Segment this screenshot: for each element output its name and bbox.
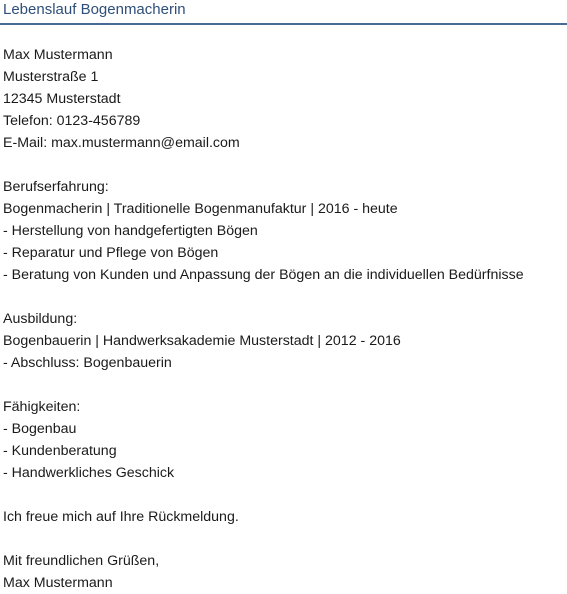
education-entry: Bogenbauerin | Handwerksakademie Musterstadt | 2012 - 2016 (3, 333, 401, 349)
blank-line (3, 374, 563, 396)
education-heading: Ausbildung: (3, 311, 78, 327)
sender-email: E-Mail: max.mustermann@email.com (3, 135, 240, 151)
sender-name: Max Mustermann (3, 47, 113, 63)
blank-line (3, 484, 563, 506)
experience-position: Bogenmacherin | Traditionelle Bogenmanufaktur | 2016 - heute (3, 201, 398, 217)
skills-heading: Fähigkeiten: (3, 399, 81, 415)
signature-name: Max Mustermann (3, 575, 113, 591)
skills-item: - Kundenberatung (3, 443, 117, 459)
blank-line (3, 286, 563, 308)
skills-item: - Handwerkliches Geschick (3, 465, 175, 481)
blank-line (3, 154, 563, 176)
document-title: Lebenslauf Bogenmacherin (3, 1, 186, 18)
experience-heading: Berufserfahrung: (3, 179, 109, 195)
title-underline (0, 23, 567, 25)
document-body (3, 44, 563, 594)
sender-phone: Telefon: 0123-456789 (3, 113, 141, 129)
sender-city: 12345 Musterstadt (3, 91, 121, 107)
education-item: - Abschluss: Bogenbauerin (3, 355, 172, 371)
experience-item: - Reparatur und Pflege von Bögen (3, 245, 219, 261)
closing-statement: Ich freue mich auf Ihre Rückmeldung. (3, 509, 239, 525)
salutation: Mit freundlichen Grüßen, (3, 553, 160, 569)
experience-item: - Beratung von Kunden und Anpassung der Bögen an die individuellen Bedürfnisse (3, 267, 524, 283)
sender-street: Musterstraße 1 (3, 69, 99, 85)
skills-item: - Bogenbau (3, 421, 77, 437)
experience-item: - Herstellung von handgefertigten Bögen (3, 223, 258, 239)
blank-line (3, 528, 563, 550)
